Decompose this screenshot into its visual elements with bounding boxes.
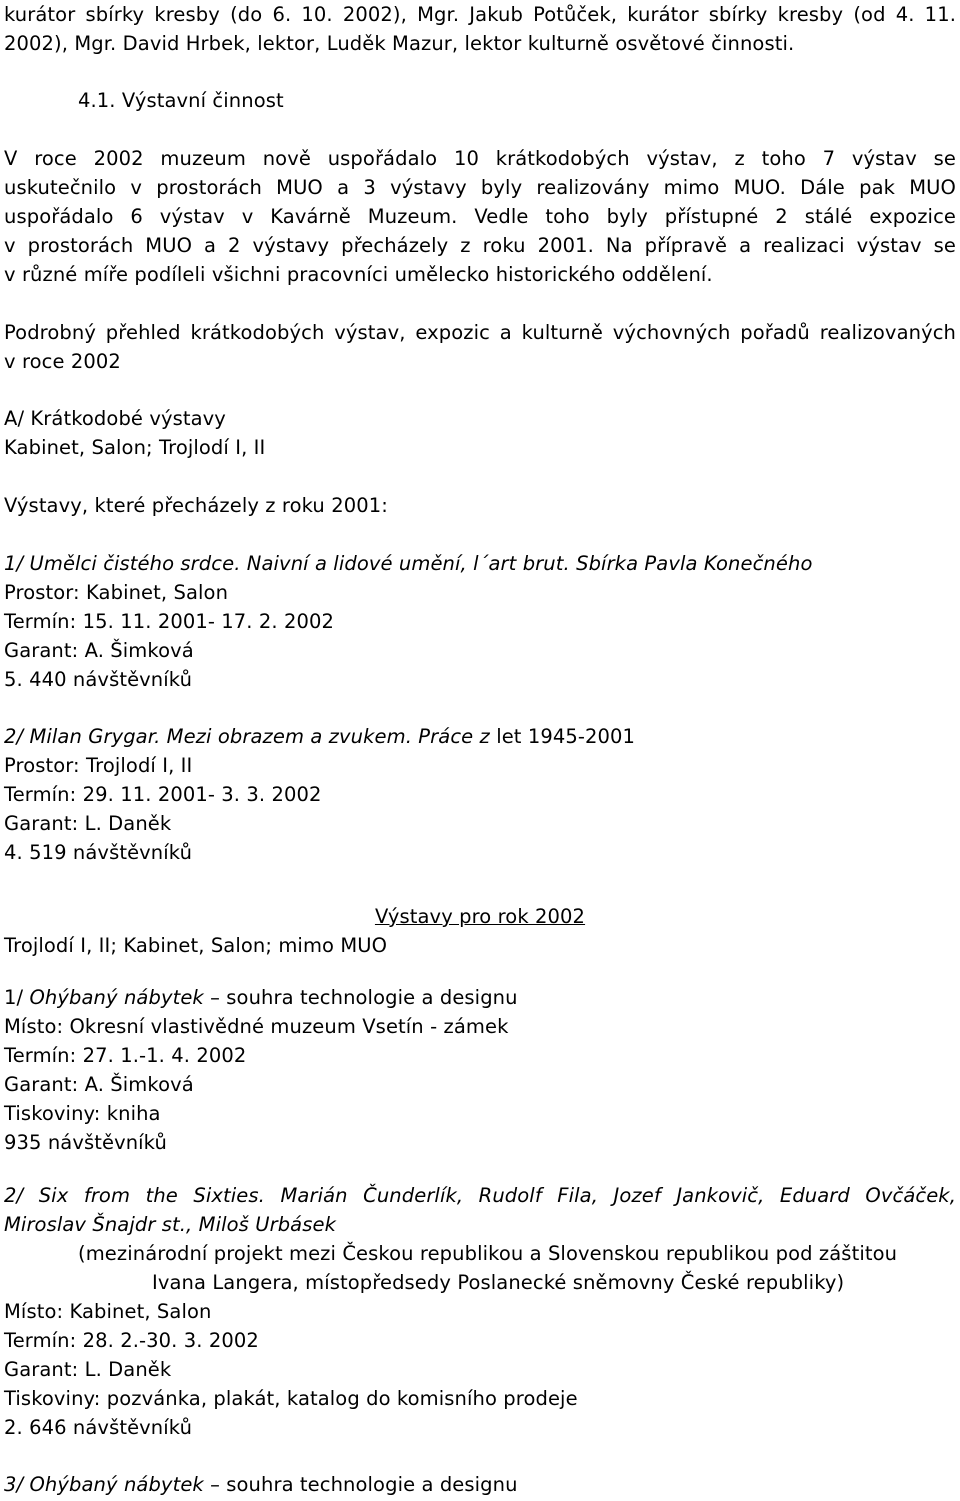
exhibition-2-title-rest: let 1945-2001 [489, 725, 636, 748]
exhibition-5-title [4, 1470, 518, 1499]
exhibition-4-title-line-1 [4, 1181, 956, 1210]
para1-line-5: v různé míře podíleli všichni pracovníci umělecko historického oddělení. [4, 263, 713, 286]
year-places: Trojlodí I, II; Kabinet, Salon; mimo MUO [4, 934, 388, 957]
exhibition-3-visitors: 935 návštěvníků [4, 1131, 167, 1154]
overview-line-2: v roce 2002 [4, 350, 121, 373]
exhibition-4-term: Termín: 28. 2.-30. 3. 2002 [4, 1329, 259, 1352]
exhibition-3-title-italic: Ohýbaný nábytek [29, 986, 204, 1009]
exhibition-4-place: Místo: Kabinet, Salon [4, 1300, 212, 1323]
para1-line-1: V roce 2002 muzeum nově uspořádalo 10 krátkodobých výstav, z toho 7 výstav se [4, 147, 956, 170]
exhibition-2-term: Termín: 29. 11. 2001- 3. 3. 2002 [4, 783, 322, 806]
exhibition-3-prints: Tiskoviny: kniha [4, 1102, 161, 1125]
exhibition-1-visitors: 5. 440 návštěvníků [4, 668, 193, 691]
section-heading: 4.1. Výstavní činnost [78, 89, 284, 112]
exhibition-2-visitors: 4. 519 návštěvníků [4, 841, 193, 864]
exhibition-5-title-italic: 3/ Ohýbaný nábytek [4, 1473, 204, 1496]
exhibition-3-term: Termín: 27. 1.-1. 4. 2002 [4, 1044, 247, 1067]
exhibition-2-place: Prostor: Trojlodí I, II [4, 754, 193, 777]
exhibition-1-title [4, 549, 812, 578]
year-heading: Výstavy pro rok 2002 [374, 905, 586, 928]
exhibition-2-guarantor: Garant: L. Daněk [4, 812, 172, 835]
exhibition-4-visitors: 2. 646 návštěvníků [4, 1416, 193, 1439]
para1-line-3: uspořádalo 6 výstav v Kavárně Muzeum. Vedle toho byly přístupné 2 stálé expozice [4, 205, 956, 228]
exhibition-4-title-line-2 [4, 1210, 336, 1239]
exhibition-4-title-line-1-text: 2/ Six from the Sixties. Marián Čunderlík, Rudolf Fila, Jozef Jankovič, Eduard Ovčáček, [4, 1184, 956, 1207]
exhibition-1-title-text: 1/ Umělci čistého srdce. Naivní a lidové umění, l´art brut. Sbírka Pavla Konečného [4, 552, 813, 575]
overview-line-1: Podrobný přehled krátkodobých výstav, expozic a kulturně výchovných pořadů realizovaných [4, 321, 956, 344]
section-a-title: A/ Krátkodobé výstavy [4, 407, 226, 430]
exhibition-2-title [4, 722, 635, 751]
para1-line-4: v prostorách MUO a 2 výstavy přecházely z roku 2001. Na přípravě a realizaci výstav se [4, 234, 956, 257]
exhibition-1-guarantor: Garant: A. Šimková [4, 639, 194, 662]
exhibition-3-title-rest: – souhra technologie a designu [203, 986, 518, 1009]
exhibition-3-place: Místo: Okresní vlastivědné muzeum Vsetín - zámek [4, 1015, 509, 1038]
exhibition-1-term: Termín: 15. 11. 2001- 17. 2. 2002 [4, 610, 335, 633]
exhibition-4-note-line-1: (mezinárodní projekt mezi Českou republikou a Slovenskou republikou pod záštitou [78, 1242, 898, 1265]
exhibition-1-place: Prostor: Kabinet, Salon [4, 581, 229, 604]
section-a-places: Kabinet, Salon; Trojlodí I, II [4, 436, 266, 459]
intro-line-1: kurátor sbírky kresby (do 6. 10. 2002), Mgr. Jakub Potůček, kurátor sbírky kresby (od 4. 11. [4, 3, 956, 26]
exhibition-3-guarantor: Garant: A. Šimková [4, 1073, 194, 1096]
para1-line-2: uskutečnilo v prostorách MUO a 3 výstavy byly realizovány mimo MUO. Dále pak MUO [4, 176, 956, 199]
intro-line-2: 2002), Mgr. David Hrbek, lektor, Luděk Mazur, lektor kulturně osvětové činnosti. [4, 32, 795, 55]
exhibition-5-title-rest: – souhra technologie a designu [203, 1473, 518, 1496]
exhibition-4-note-line-2: Ivana Langera, místopředsedy Poslanecké sněmovny České republiky) [152, 1271, 845, 1294]
exhibition-3-num: 1/ [4, 986, 30, 1009]
exhibition-2-title-italic: 2/ Milan Grygar. Mezi obrazem a zvukem. Práce z [4, 725, 490, 748]
carried-over-label: Výstavy, které přecházely z roku 2001: [4, 494, 388, 517]
exhibition-4-title-line-2-text: Miroslav Šnajdr st., Miloš Urbásek [4, 1213, 336, 1236]
exhibition-4-prints: Tiskoviny: pozvánka, plakát, katalog do komisního prodeje [4, 1387, 578, 1410]
exhibition-3-title [4, 983, 518, 1012]
exhibition-4-guarantor: Garant: L. Daněk [4, 1358, 172, 1381]
